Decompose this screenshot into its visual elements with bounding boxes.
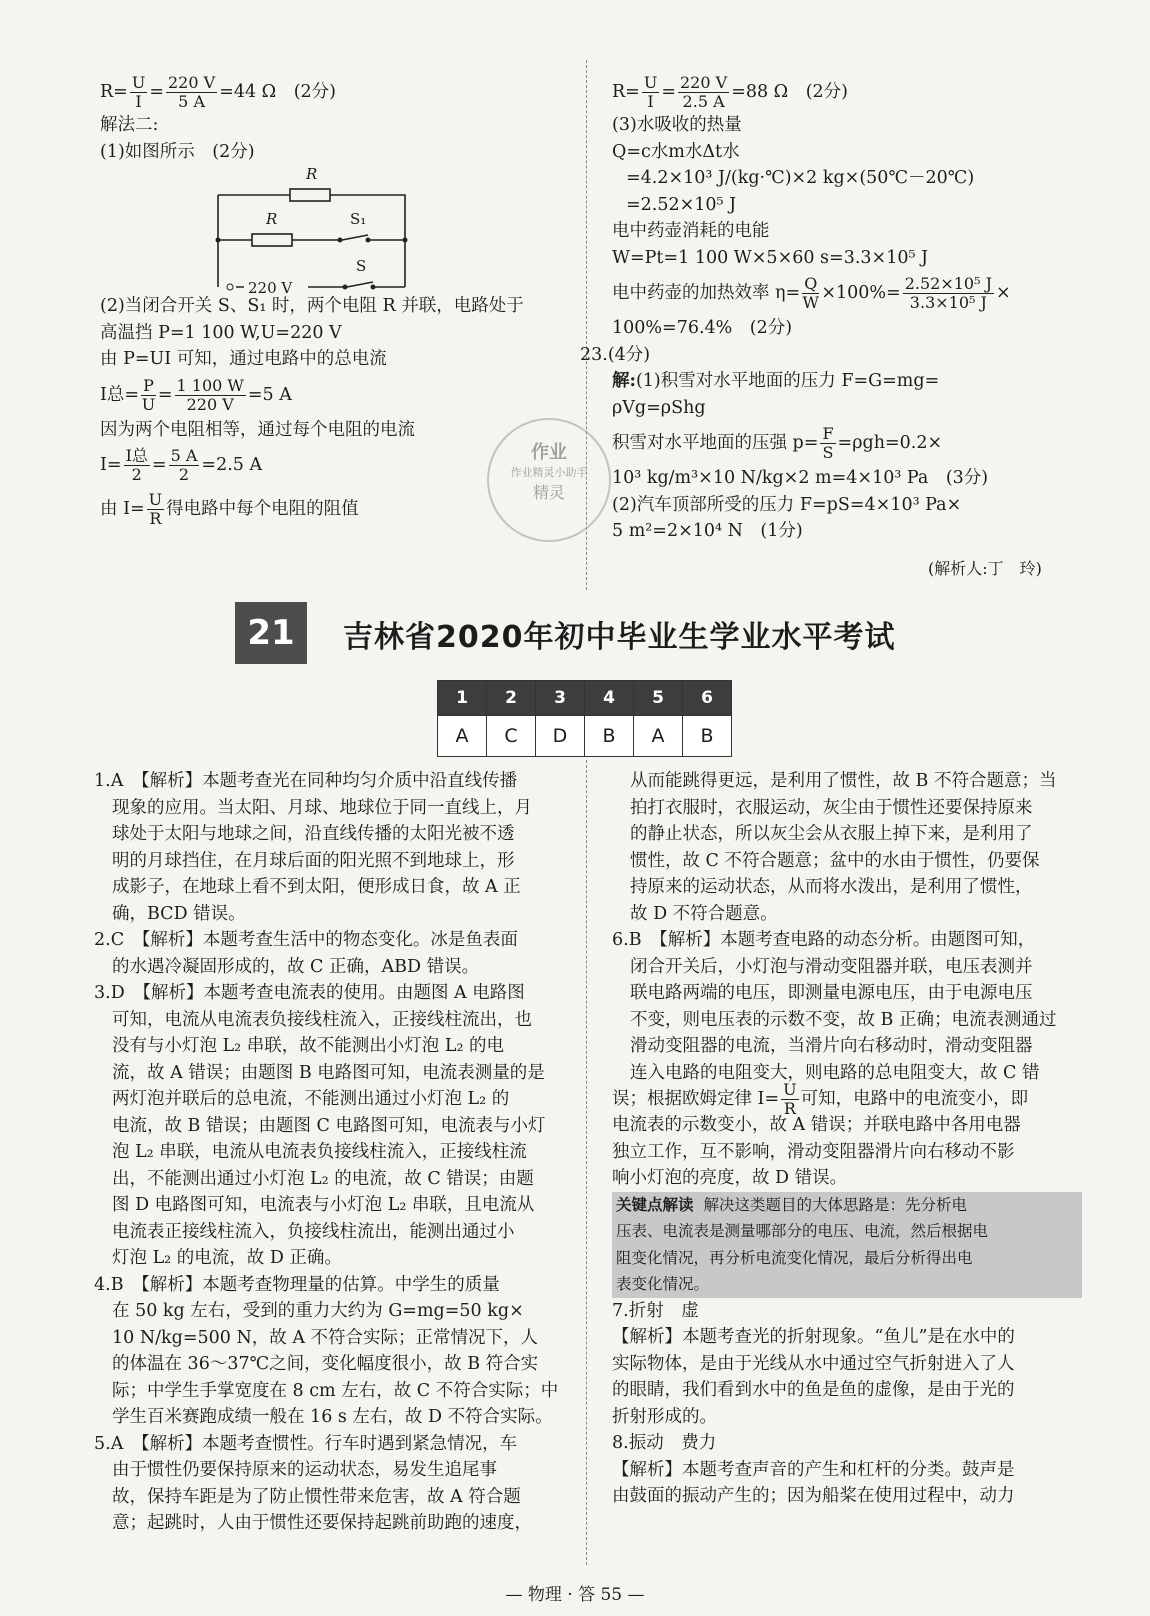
key-point-text: 表变化情况。 (616, 1275, 710, 1293)
text-line: 没有与小灯泡 L₂ 串联，故不能测出小灯泡 L₂ 的电 (112, 1036, 505, 1056)
section-banner (235, 602, 925, 664)
text-line: 10 N/kg=500 N，故 A 不符合实际；正常情况下，人 (112, 1327, 539, 1348)
text-line: 的体温在 36～37℃之间，变化幅度很小，故 B 符合实 (112, 1354, 539, 1374)
text-line: 拍打衣服时，衣服运动，灰尘由于惯性还要保持原来 (630, 797, 1033, 818)
text-line: W=Pt=1 100 W×5×60 s=3.3×10⁵ J (612, 247, 929, 268)
text-line: 的眼睛，我们看到水中的鱼是鱼的虚像，是由于光的 (612, 1380, 1015, 1400)
resistor-label: R (266, 210, 278, 228)
text-line: 故 D 不符合题意。 (630, 903, 778, 924)
text-line: 确，BCD 错误。 (112, 903, 246, 924)
text-line: =4.2×10³ J/(kg·℃)×2 kg×(50℃－20℃) (626, 168, 975, 188)
text-line: 由鼓面的振动产生的；因为船桨在使用过程中，动力 (612, 1486, 1015, 1506)
text-line: 球处于太阳与地球之间，沿直线传播的太阳光被不透 (112, 824, 515, 844)
text-line: Q=c水m水Δt水 (612, 141, 740, 162)
text-line: 故，保持车距是为了防止惯性带来危害，故 A 符合题 (112, 1486, 521, 1507)
answer-choice: C (487, 716, 536, 757)
column-divider-bottom (586, 760, 587, 1565)
answer-choice: A (634, 716, 683, 757)
text-line: 1.A 【解析】本题考查光在同种均匀介质中沿直线传播 (94, 771, 518, 791)
text-line: 联电路两端的电压，即测量电源电压，由于电源电压 (630, 983, 1033, 1003)
text-line: 【解析】本题考查光的折射现象。“鱼儿”是在水中的 (612, 1327, 1015, 1347)
answer-question-number: 6 (683, 681, 732, 716)
text-line: 6.B 【解析】本题考查电路的动态分析。由题图可知， (612, 930, 1036, 950)
watermark-stamp: 作业 作业精灵小助手 精灵 (487, 418, 611, 542)
text-line: 解法二: (100, 115, 159, 135)
text-line: 意；起跳时，人由于惯性还要保持起跳前助跑的速度， (112, 1513, 532, 1533)
switch-label: S₁ (350, 210, 367, 228)
section-number: 21 (235, 602, 307, 664)
text-line: 【解析】本题考查声音的产生和杠杆的分类。鼓声是 (612, 1459, 1015, 1480)
text-line: 解:(1)积雪对水平地面的压力 F=G=mg= (612, 371, 940, 391)
text-line: 3.D 【解析】本题考查电流表的使用。由题图 A 电路图 (94, 983, 525, 1003)
text-line: 闭合开关后，小灯泡与滑动变阻器并联，电压表测并 (630, 956, 1033, 977)
text-line: 电流，故 B 错误；由题图 C 电路图可知，电流表与小灯 (112, 1115, 546, 1136)
answer-question-number: 1 (438, 681, 487, 716)
text-line: 电流表的示数变小，故 A 错误；并联电路中各用电器 (612, 1115, 1021, 1135)
formula-line: I总= $\frac{P}{U}$ = $\frac{1 100 W}{220 V}$ =5 A (100, 375, 292, 414)
text-line: 电中药壶消耗的电能 (612, 221, 770, 241)
answer-choice: B (585, 716, 634, 757)
formula-line: 电中药壶的加热效率 η= $\frac{Q}{W}$ ×100%= $\frac{\text{2.52×10⁵ J}}{\text{3.3×10⁵ J}}$ × (612, 274, 1011, 312)
text-line: 出，不能测出通过小灯泡 L₂ 的电流，故 C 错误；由题 (112, 1168, 534, 1189)
formula-line: I= $\frac{\text{I总}}{2}$ = $\frac{5 A}{2}$ =2.5 A (100, 446, 263, 484)
text-line (616, 1192, 1078, 1219)
text-line: 独立工作，互不影响，滑动变阻器滑片向右移动不影 (612, 1141, 1015, 1162)
answer-question-number: 2 (487, 681, 536, 716)
switch-label: S (356, 257, 367, 275)
text-line: 现象的应用。当太阳、月球、地球位于同一直线上，月 (112, 797, 532, 818)
text-line: 由 P=UI 可知，通过电路中的总电流 (100, 349, 387, 369)
formula-line: R= $\frac{U}{I}$ = $\frac{220 V}{2.5 A}$ =88 Ω (2分) (612, 73, 848, 111)
answer-choice: A (438, 716, 487, 757)
text-line: 图 D 电路图可知，电流表与小灯泡 L₂ 串联，且电流从 (112, 1195, 535, 1215)
text-line: 4.B 【解析】本题考查物理量的估算。中学生的质量 (94, 1274, 500, 1295)
author-signature: (解析人:丁 玲) (928, 559, 1042, 578)
text-line: 持原来的运动状态，从而将水泼出，是利用了惯性， (630, 877, 1033, 897)
text-line: 连入电路的电阻变大，则电路的总电阻变大，故 C 错 (630, 1062, 1040, 1083)
formula-line: R= $\frac{U}{I}$ = $\frac{220 V}{5 A}$ =44 Ω (2分) (100, 73, 336, 111)
text-line: 由于惯性仍要保持原来的运动状态，易发生追尾事 (112, 1460, 497, 1480)
answer-question-number: 4 (585, 681, 634, 716)
answer-table (437, 680, 732, 757)
section-title: 吉林省2020年初中毕业生学业水平考试 (343, 620, 896, 655)
text-line: 从而能跳得更远，是利用了惯性，故 B 不符合题意；当 (630, 771, 1057, 791)
text-line: (2)当闭合开关 S、S₁ 时，两个电阻 R 并联，电路处于 (100, 296, 524, 316)
key-point-box (612, 1192, 1082, 1298)
resistor-label: R (306, 165, 318, 183)
text-line: 实际物体，是由于光线从水中通过空气折射进入了人 (612, 1353, 1015, 1374)
text-line: 明的月球挡住，在月球后面的阳光照不到地球上，形 (112, 850, 515, 871)
answer-question-number: 5 (634, 681, 683, 716)
text-line: 际；中学生手掌宽度在 8 cm 左右，故 C 不符合实际；中 (112, 1380, 559, 1401)
text-line: 100%=76.4% (2分) (612, 318, 793, 338)
text-line: (3)水吸收的热量 (612, 115, 742, 135)
text-line: 的水遇冷凝固形成的，故 C 正确，ABD 错误。 (112, 956, 480, 977)
key-point-text: 解决这类题目的大体思路是：先分析电 (703, 1195, 968, 1214)
answer-choice: D (536, 716, 585, 757)
text-line: 泡 L₂ 串联，电流从电流表负接线柱流入，正接线柱流 (112, 1142, 527, 1162)
text-line: 高温挡 P=1 100 W,U=220 V (100, 322, 342, 343)
text-line: 8.振动 费力 (612, 1433, 717, 1453)
text-line: (1)如图所示 (2分) (100, 141, 255, 162)
text-line: 灯泡 L₂ 的电流，故 D 正确。 (112, 1248, 342, 1268)
top-right-column (580, 72, 1082, 545)
key-point-text: 阻变化情况，再分析电流变化情况，最后分析得出电 (616, 1248, 973, 1267)
text-line: 在 50 kg 左右，受到的重力大约为 G=mg=50 kg× (112, 1301, 524, 1321)
text-line: 电流表正接线柱流入，负接线柱流出，能测出通过小 (112, 1221, 515, 1242)
formula-line: 由 I= $\frac{U}{R}$ 得电路中每个电阻的阻值 (100, 490, 359, 528)
bottom-left-column (94, 768, 560, 1537)
text-line: 惯性，故 C 不符合题意；盆中的水由于惯性，仍要保 (630, 850, 1040, 871)
answer-choice: B (683, 716, 732, 757)
text-line: 响小灯泡的亮度，故 D 错误。 (612, 1168, 848, 1188)
text-line: 学生百米赛跑成绩一般在 16 s 左右，故 D 不符合实际。 (112, 1407, 553, 1427)
text-line: 折射形成的。 (612, 1406, 717, 1427)
text-line: 10³ kg/m³×10 N/kg×2 m=4×10³ Pa (3分) (612, 468, 989, 488)
circuit-diagram (100, 165, 560, 297)
text-line: 2.C 【解析】本题考查生活中的物态变化。冰是鱼表面 (94, 930, 518, 950)
text-line: 5 m²=2×10⁴ N (1分) (612, 521, 803, 541)
source-label: 220 V (248, 279, 293, 297)
text-line: 两灯泡并联后的总电流，不能测出通过小灯泡 L₂ 的 (112, 1089, 510, 1109)
text-line: =2.52×10⁵ J (626, 194, 737, 215)
text-line: (2)汽车顶部所受的压力 F=pS=4×10³ Pa× (612, 494, 962, 515)
text-line: 因为两个电阻相等，通过每个电阻的电流 (100, 419, 415, 440)
text-line: 可知，电流从电流表负接线柱流入，正接线柱流出，也 (112, 1009, 532, 1030)
text-line: ρVg=ρShg (612, 397, 706, 418)
question-number: 23.(4分) (580, 344, 651, 365)
text-line: 流，故 A 错误；由题图 B 电路图可知，电流表测量的是 (112, 1062, 545, 1083)
text-line: 成影子，在地球上看不到太阳，便形成日食，故 A 正 (112, 877, 521, 897)
text-line: 7.折射 虚 (612, 1300, 699, 1321)
page-footer: — 物理 · 答 55 — (505, 1585, 645, 1605)
bottom-right-column (612, 768, 1082, 1510)
key-point-text: 压表、电流表是测量哪部分的电压、电流，然后根据电 (616, 1222, 989, 1240)
formula-line: 积雪对水平地面的压强 p= $\frac{F}{S}$ =ρgh=0.2× (612, 424, 943, 462)
answer-question-number: 3 (536, 681, 585, 716)
formula-line: 误；根据欧姆定律 I= $\frac{U}{R}$ 可知，电路中的电流变小，即 (612, 1080, 1029, 1118)
text-line: 滑动变阻器的电流，当滑片向右移动时，滑动变阻器 (630, 1036, 1033, 1056)
text-line: 的静止状态，所以灰尘会从衣服上掉下来，是利用了 (630, 824, 1033, 844)
key-point-label: 关键点解读 (616, 1195, 694, 1214)
text-line: 5.A 【解析】本题考查惯性。行车时遇到紧急情况，车 (94, 1433, 518, 1454)
text-line: 不变，则电压表的示数不变，故 B 正确；电流表测通过 (630, 1009, 1057, 1030)
